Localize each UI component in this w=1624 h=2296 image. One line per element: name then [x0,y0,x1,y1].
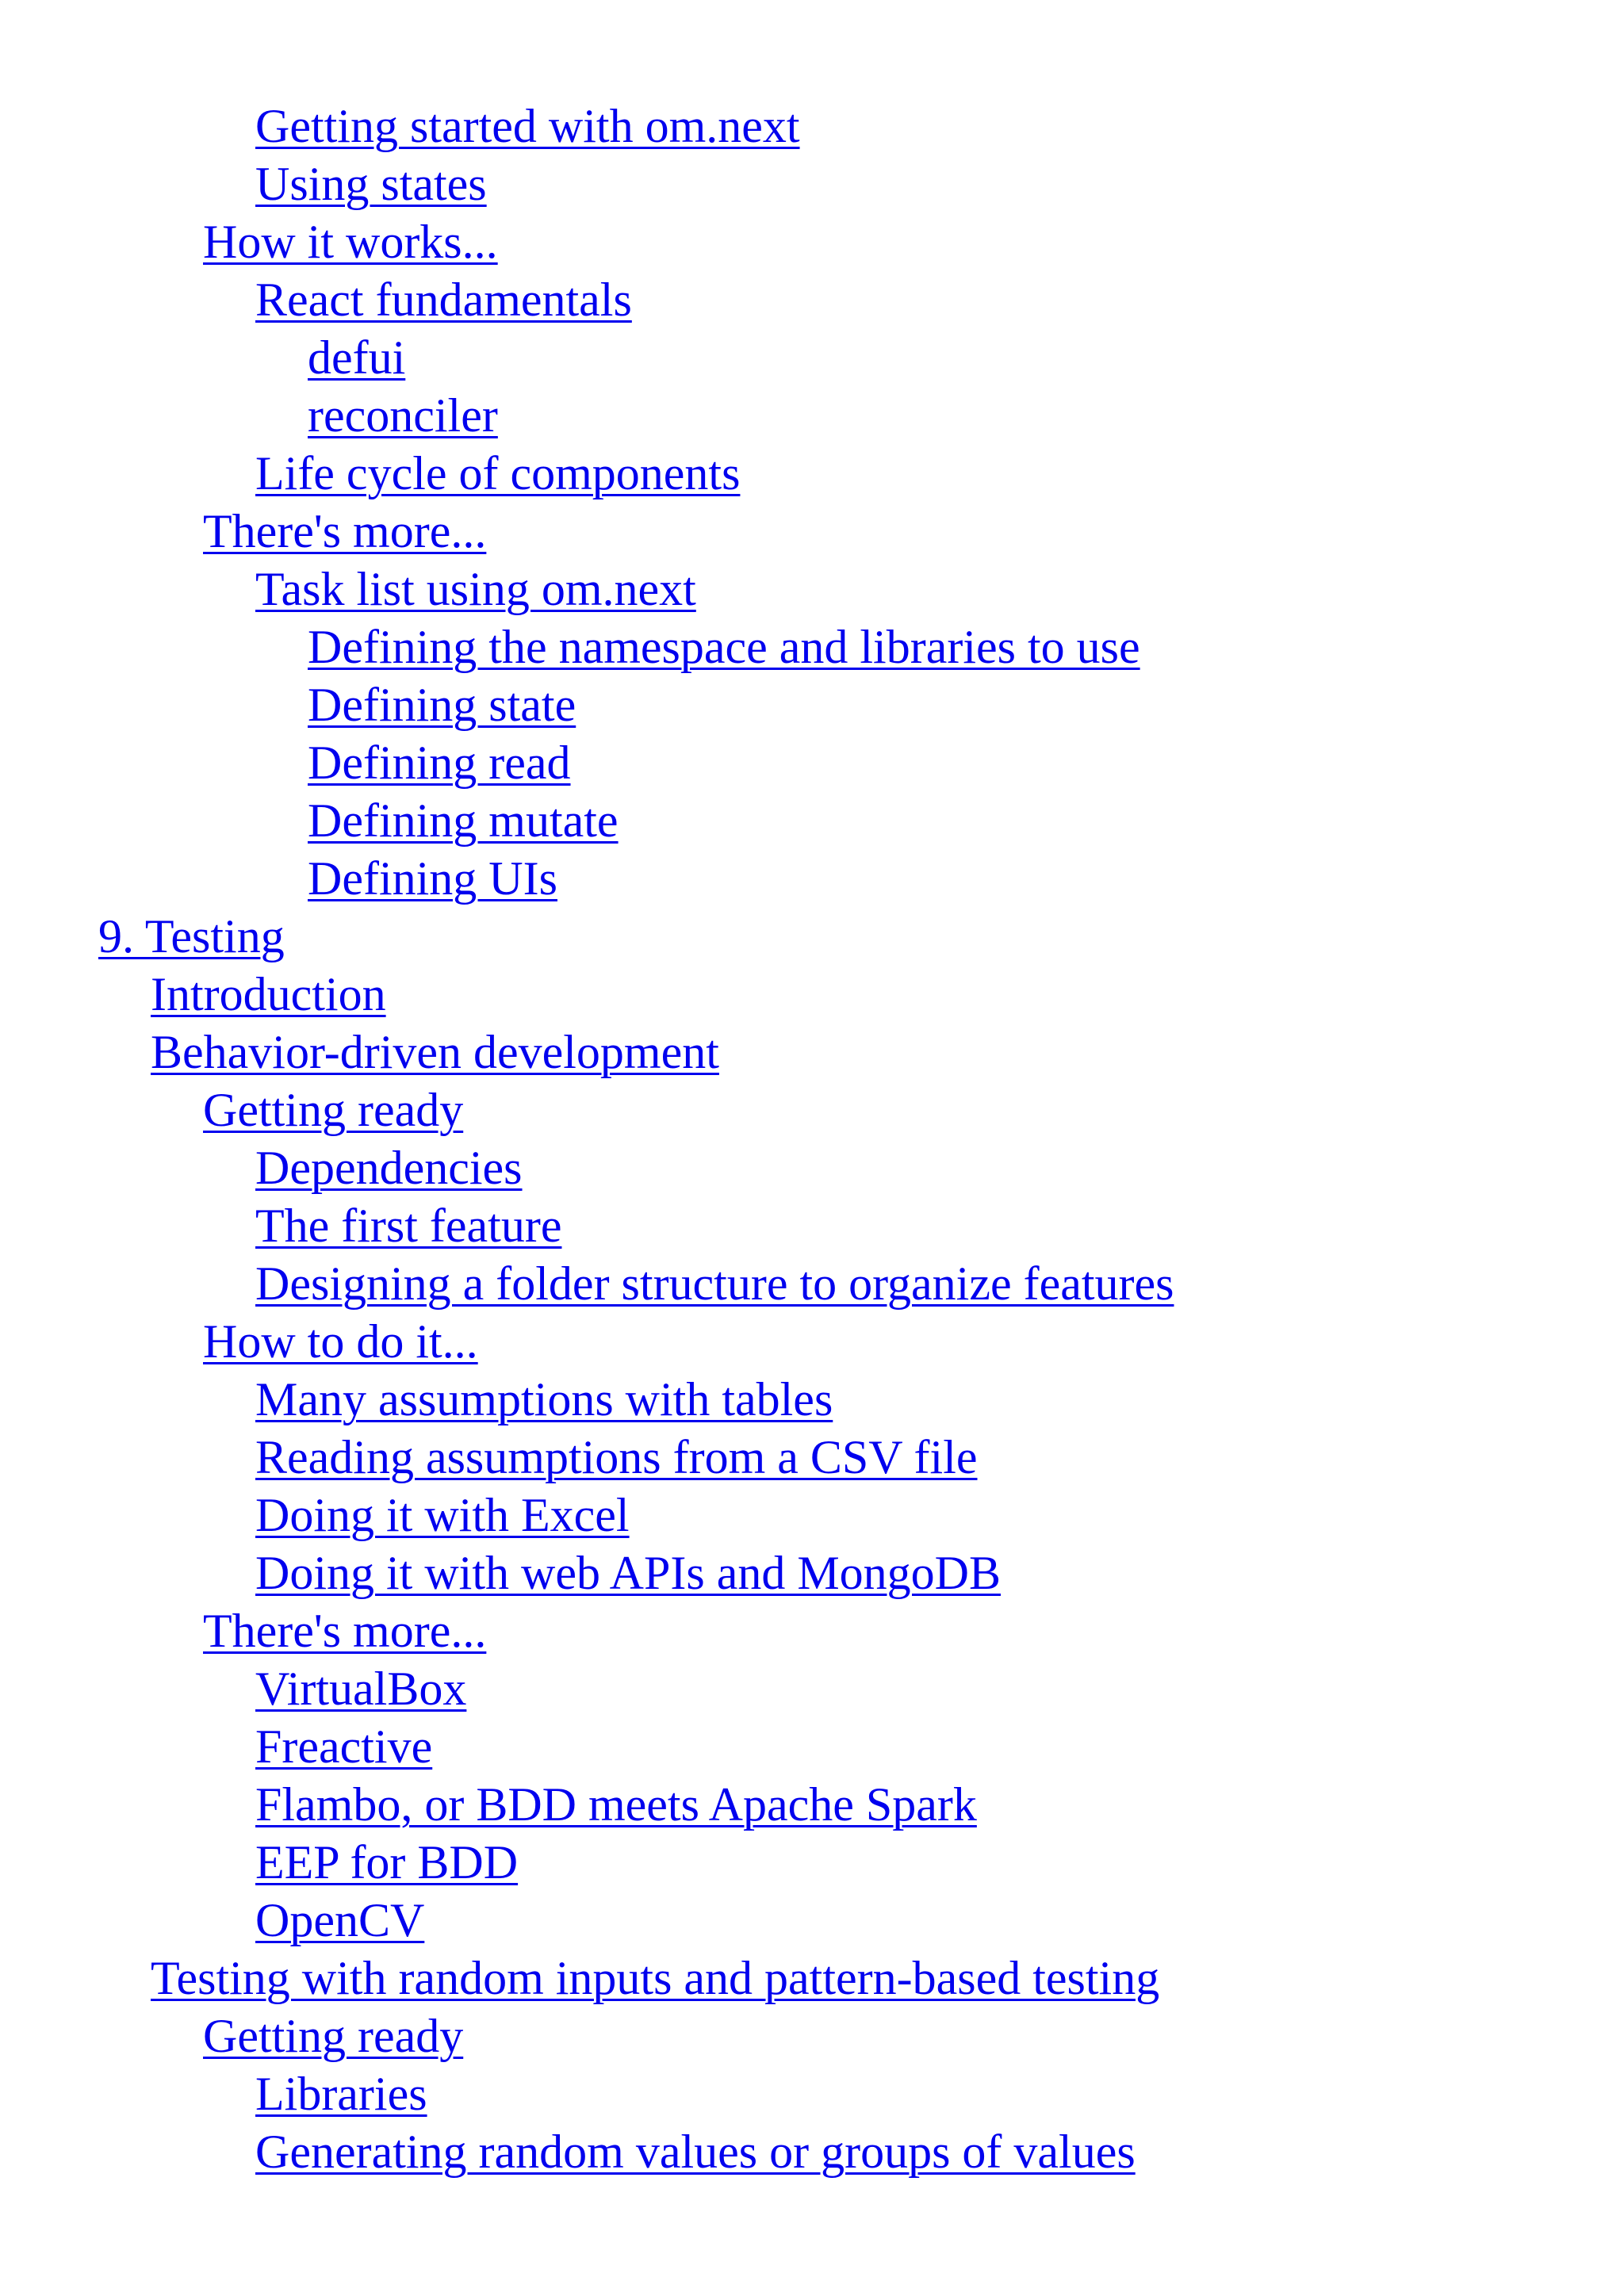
toc-link[interactable]: Designing a folder structure to organize features [255,1257,1174,1310]
toc-entry [0,1313,1624,1371]
toc-link[interactable]: There's more... [203,1605,487,1657]
toc-link[interactable]: EEP for BDD [255,1836,519,1888]
toc-entry [0,908,1624,966]
toc-entry [0,1139,1624,1197]
toc-link[interactable]: Life cycle of components [255,447,741,499]
toc-link[interactable]: reconciler [308,389,498,442]
toc-entry [0,1602,1624,1660]
toc-link[interactable]: Defining the namespace and libraries to use [308,621,1140,673]
toc-entry [0,2007,1624,2065]
toc-link[interactable]: Testing with random inputs and pattern-based testing [151,1952,1160,2004]
toc-entry [0,1544,1624,1602]
toc-entry [0,2065,1624,2123]
toc-entry [0,271,1624,329]
toc-entry [0,561,1624,618]
toc-entry [0,1197,1624,1255]
toc-entry [0,1081,1624,1139]
toc-entry [0,155,1624,213]
toc-entry [0,1950,1624,2007]
toc-entry [0,1834,1624,1892]
toc-entry [0,618,1624,676]
toc-entry [0,850,1624,908]
toc-link[interactable]: How to do it... [203,1315,478,1368]
toc-link[interactable]: Task list using om.next [255,563,696,615]
toc-entry [0,1487,1624,1544]
toc-link[interactable]: VirtualBox [255,1663,467,1715]
toc-link[interactable]: Dependencies [255,1142,523,1194]
toc-link[interactable]: Freactive [255,1720,433,1773]
toc-entry [0,445,1624,503]
toc-entry [0,98,1624,155]
toc-link[interactable]: Doing it with Excel [255,1489,630,1541]
toc-link[interactable]: OpenCV [255,1894,425,1946]
toc-entry [0,1371,1624,1429]
toc-link[interactable]: Flambo, or BDD meets Apache Spark [255,1778,977,1831]
toc-entry [0,1718,1624,1776]
toc-entry [0,676,1624,734]
table-of-contents [0,98,1624,2181]
toc-link[interactable]: The first feature [255,1200,562,1252]
toc-link[interactable]: Using states [255,158,487,210]
toc-link[interactable]: Defining UIs [308,852,557,905]
toc-entry [0,2123,1624,2181]
toc-link[interactable]: Many assumptions with tables [255,1373,833,1425]
toc-link[interactable]: Getting started with om.next [255,100,800,152]
toc-entry [0,1660,1624,1718]
toc-link[interactable]: defui [308,331,406,384]
toc-entry [0,503,1624,561]
toc-link[interactable]: Doing it with web APIs and MongoDB [255,1547,1002,1599]
toc-link[interactable]: Defining state [308,679,576,731]
toc-link[interactable]: How it works... [203,216,498,268]
toc-link[interactable]: 9. Testing [98,910,285,962]
toc-link[interactable]: React fundamentals [255,274,632,326]
toc-link[interactable]: Libraries [255,2068,427,2120]
toc-entry [0,1255,1624,1313]
toc-entry [0,387,1624,445]
toc-link[interactable]: Getting ready [203,1084,464,1136]
toc-link[interactable]: Defining read [308,737,571,789]
toc-link[interactable]: Getting ready [203,2010,464,2062]
toc-link[interactable]: Behavior-driven development [151,1026,719,1078]
toc-entry [0,1892,1624,1950]
toc-entry [0,1024,1624,1081]
toc-entry [0,1776,1624,1834]
toc-entry [0,966,1624,1024]
toc-link[interactable]: There's more... [203,505,487,557]
toc-link[interactable]: Defining mutate [308,794,619,847]
toc-entry [0,1429,1624,1487]
toc-link[interactable]: Reading assumptions from a CSV file [255,1431,978,1483]
toc-entry [0,792,1624,850]
toc-link[interactable]: Generating random values or groups of values [255,2126,1136,2178]
toc-link[interactable]: Introduction [151,968,386,1020]
toc-entry [0,213,1624,271]
toc-entry [0,329,1624,387]
toc-entry [0,734,1624,792]
